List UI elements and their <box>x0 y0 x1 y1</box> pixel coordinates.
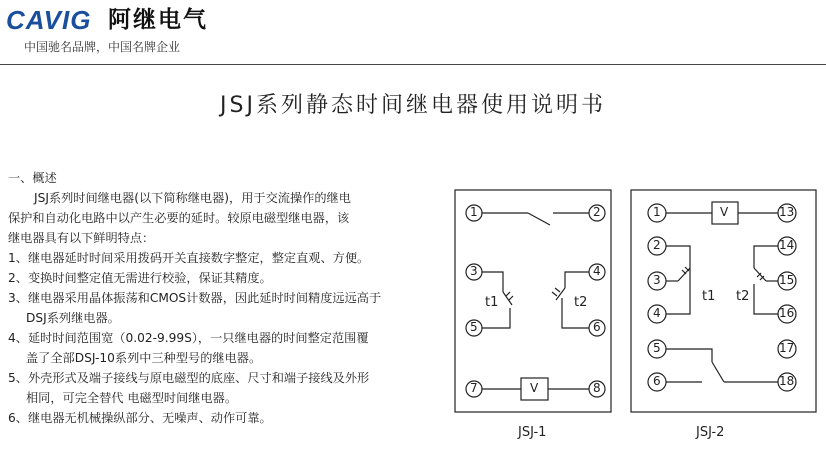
jsj2-terminal-label: 2 <box>653 238 661 252</box>
jsj1-terminal-label: 4 <box>593 264 601 278</box>
page-title: JSJ系列静态时间继电器使用说明书 <box>220 93 606 118</box>
jsj1-caption: JSJ-1 <box>518 425 547 440</box>
feature-item: 3、继电器采用晶体振荡和CMOS计数器，因此延时时间精度远远高于 <box>8 291 382 305</box>
jsj2-t1-label: t1 <box>702 289 716 304</box>
feature-item: 5、外壳形式及端子接线与原电磁型的底座、尺寸和端子接线及外形 <box>8 371 370 385</box>
jsj1-terminal-label: 6 <box>593 320 601 334</box>
jsj2-terminal-label: 16 <box>779 306 795 320</box>
intro-line: 保护和自动化电路中以产生必要的延时。较原电磁型继电器，该 <box>8 211 350 225</box>
jsj1-frame <box>455 190 611 412</box>
jsj1-terminal-label: 5 <box>470 320 478 334</box>
feature-item-cont: DSJ系列继电器。 <box>26 311 120 325</box>
feature-item: 2、变换时间整定值无需进行校验，保证其精度。 <box>8 271 272 285</box>
brand-logo-cn: 阿继电气 <box>108 7 208 33</box>
jsj2-terminal-label: 13 <box>779 205 795 219</box>
jsj2-terminal-label: 3 <box>653 273 661 287</box>
feature-item-cont: 盖了全部DSJ-10系列中三种型号的继电器。 <box>26 351 262 365</box>
jsj2-v-label: V <box>720 205 729 219</box>
jsj2-terminal-label: 1 <box>653 205 661 219</box>
feature-item: 6、继电器无机械操纵部分、无噪声、动作可靠。 <box>8 411 272 425</box>
feature-item: 4、延时时间范围宽（0.02-9.99S），一只继电器的时间整定范围覆 <box>8 331 369 345</box>
jsj1-terminal-label: 8 <box>593 381 601 395</box>
jsj1-terminal-label: 2 <box>593 205 601 219</box>
jsj2-terminal-label: 18 <box>779 374 795 388</box>
feature-item: 1、继电器延时时间采用拨码开关直接数字整定，整定直观、方便。 <box>8 251 370 265</box>
jsj2-t2-label: t2 <box>736 289 750 304</box>
jsj2-terminal-label: 17 <box>779 341 795 355</box>
jsj2-terminal-label: 14 <box>779 238 795 252</box>
jsj1-terminal-label: 7 <box>470 381 478 395</box>
slogan: 中国驰名品牌，中国名牌企业 <box>24 40 181 54</box>
jsj2-terminal-label: 6 <box>653 374 661 388</box>
overview-heading: 一、概述 <box>8 171 57 185</box>
jsj1-terminal-label: 1 <box>470 205 478 219</box>
intro-line: 继电器具有以下鲜明特点： <box>8 231 155 245</box>
jsj2-terminal-label: 15 <box>779 273 795 287</box>
jsj1-terminal-label: 3 <box>470 264 478 278</box>
intro-line: JSJ系列时间继电器(以下简称继电器)，用于交流操作的继电 <box>34 191 351 205</box>
feature-item-cont: 相同，可完全替代 电磁型时间继电器。 <box>26 391 238 405</box>
brand-logo-en: CAVIG <box>6 5 92 35</box>
jsj1-t1-label: t1 <box>485 295 499 310</box>
jsj2-terminal-label: 5 <box>653 341 661 355</box>
jsj2-terminals <box>648 204 796 391</box>
jsj2-terminal-label: 4 <box>653 306 661 320</box>
jsj1-v-label: V <box>530 381 539 395</box>
jsj2-caption: JSJ-2 <box>696 425 725 440</box>
jsj1-t2-label: t2 <box>574 295 588 310</box>
